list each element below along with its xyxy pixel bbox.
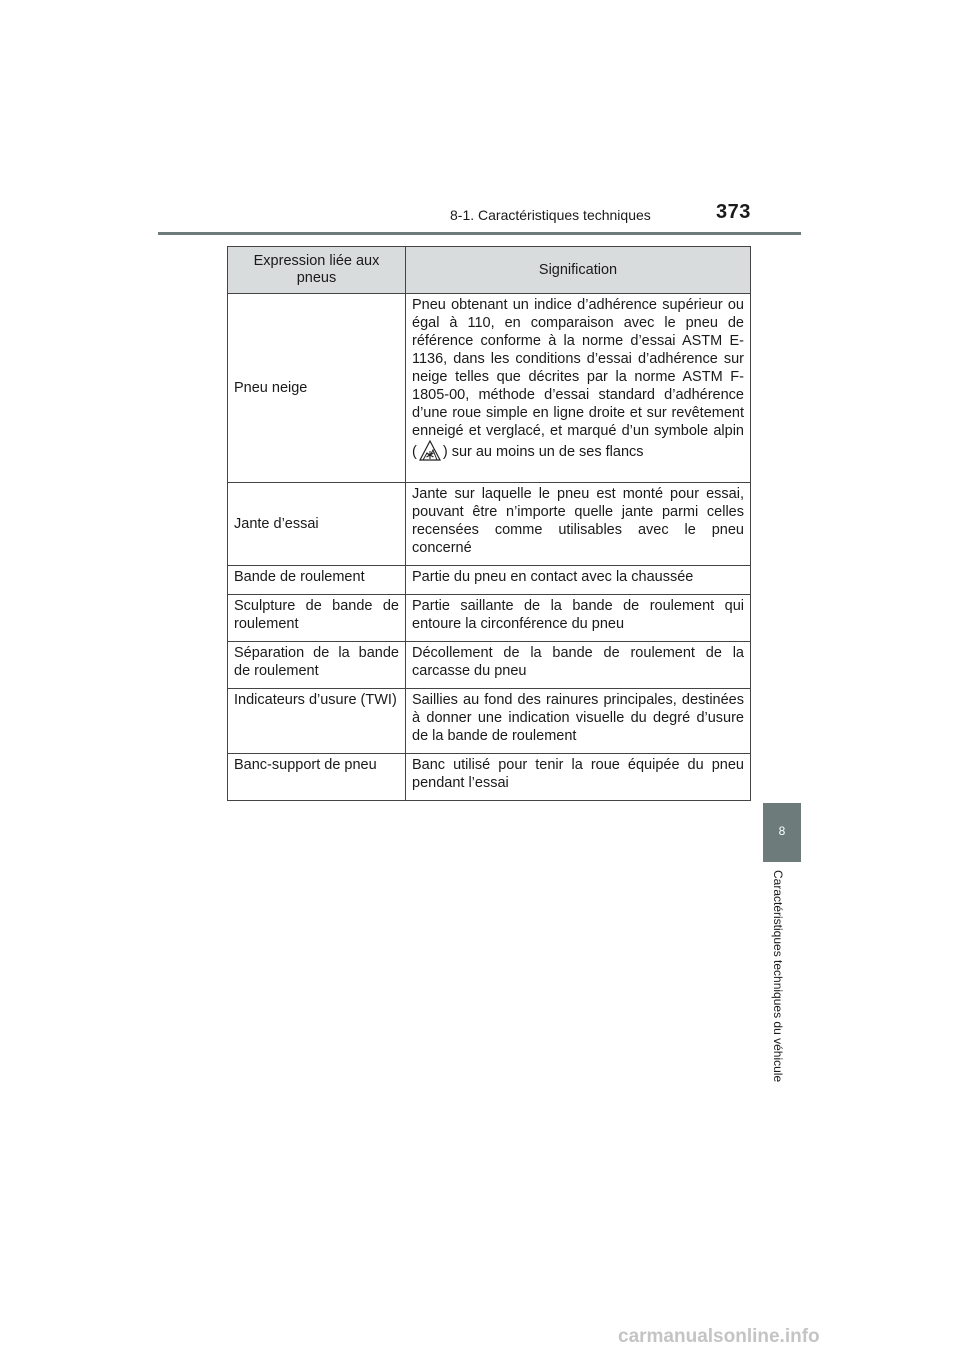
meaning-text: Partie saillante de la bande de roulement qui entoure la circonférence du pneu [412,598,744,632]
term-text: Pneu neige [234,380,308,396]
term-cell [228,595,406,642]
watermark: carmanualsonline.info [618,1326,820,1347]
meaning-text: Saillies au fond des rainures principales, destinées à donner une indication visuelle du degré d’usure de la bande de roulement [412,692,744,744]
term-text: Bande de roulement [234,569,365,585]
chapter-number: 8 [778,824,786,838]
meaning-cell [406,566,751,595]
term-text: Banc-support de pneu [234,757,377,773]
table-row [228,689,751,754]
term-cell [228,483,406,566]
header-divider [158,232,801,235]
meaning-text: Pneu obtenant un indice d’adhérence supérieur ou égal à 110, en comparaison avec le pneu de référence conforme à la norme d’essai ASTM E-1136, dans les conditions d’essai d’adhérence sur neige telles que décrites par la norme ASTM F-1805-00, méthode d’essai standard d’adhérence d’une roue simple en ligne droite et sur revêtement enneigé et verglacé, et marqué d’un symbole alpin ( [412,297,744,460]
section-title: 8-1. Caractéristiques techniques [450,207,651,223]
term-cell [228,566,406,595]
column-header-term: Expression liée aux pneus [228,247,406,294]
meaning-cell [406,483,751,566]
meaning-cell [406,642,751,689]
chapter-label [771,870,791,1100]
term-text: Séparation de la bande de roulement [234,645,399,679]
chapter-label-text: Caractéristiques techniques du véhicule [771,870,785,1083]
table-row [228,566,751,595]
meaning-cell [406,595,751,642]
table-row [228,294,751,483]
meaning-text: Partie du pneu en contact avec la chaussée [412,569,694,585]
table-row [228,642,751,689]
meaning-text-continued: ) sur au moins un de ses flancs [442,444,644,460]
alpine-snowflake-icon [419,440,441,462]
table-row [228,483,751,566]
column-header-meaning: Signification [406,247,751,294]
term-cell [228,642,406,689]
tyre-terms-table [227,246,751,801]
meaning-text: Décollement de la bande de roulement de la carcasse du pneu [412,645,744,679]
term-text: Indicateurs d’usure (TWI) [234,692,397,708]
table-header-row [228,247,751,294]
term-text: Sculpture de bande de roulement [234,598,399,632]
meaning-cell [406,754,751,801]
table-row [228,595,751,642]
meaning-cell [406,689,751,754]
table-row [228,754,751,801]
page-number: 373 [716,201,751,223]
term-cell [228,754,406,801]
meaning-text: Banc utilisé pour tenir la roue équipée du pneu pendant l’essai [412,757,744,791]
term-cell [228,689,406,754]
meaning-cell [406,294,751,483]
chapter-tab [763,803,801,862]
meaning-text: Jante sur laquelle le pneu est monté pour essai, pouvant être n’importe quelle jante parmi celles recensées comme utilisables avec le pneu concerné [412,486,744,556]
term-cell [228,294,406,483]
term-text: Jante d’essai [234,516,319,532]
